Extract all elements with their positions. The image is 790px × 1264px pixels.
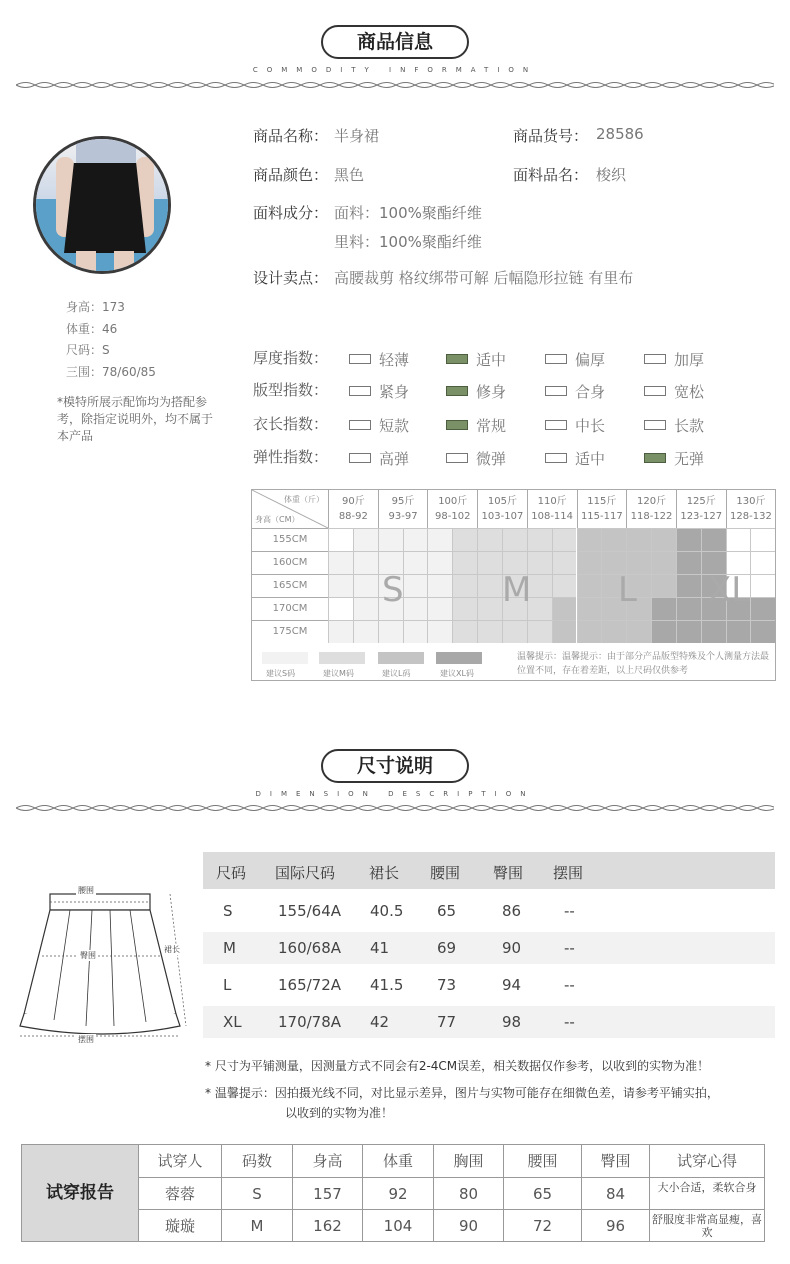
trial-cell: 157 xyxy=(292,1177,362,1209)
index-option-label: 偏厚 xyxy=(575,351,606,369)
index-option-label: 微弹 xyxy=(476,450,507,468)
size-chart-cell xyxy=(651,597,676,620)
weight-range: 118-122 xyxy=(630,511,673,522)
size-chart-column-header xyxy=(378,490,428,528)
trial-report-title: 试穿报告 xyxy=(22,1145,138,1241)
index-option xyxy=(545,448,606,468)
dim-header: 摆围 xyxy=(553,864,584,882)
size-chart-cell xyxy=(328,574,353,597)
dim-header: 裙长 xyxy=(369,864,400,882)
trial-cell: 92 xyxy=(362,1177,433,1209)
trial-cell: S xyxy=(221,1177,292,1209)
size-chart-cell xyxy=(577,551,602,574)
size-chart-cell xyxy=(452,620,477,643)
weight-range: 88-92 xyxy=(338,511,368,522)
size-chart-cell xyxy=(626,528,651,551)
model-measure: 三围：78/60/85 xyxy=(66,365,156,379)
size-chart-cell xyxy=(353,528,378,551)
size-chart-cell xyxy=(403,574,428,597)
trial-cell: M xyxy=(221,1209,292,1241)
trial-header-cell: 胸围 xyxy=(433,1145,503,1177)
unchecked-box xyxy=(644,354,666,364)
skirt-diagram xyxy=(14,880,194,1050)
size-chart-column-header xyxy=(676,490,726,528)
size-chart-cell xyxy=(676,620,701,643)
size-chart-cell xyxy=(353,620,378,643)
dimension-cell: 155/64A xyxy=(278,902,342,920)
index-option xyxy=(644,349,705,369)
index-option xyxy=(545,349,606,369)
index-option-label: 紧身 xyxy=(379,383,410,401)
trial-cell: 璇璇 xyxy=(138,1209,221,1241)
size-chart-cell xyxy=(750,574,775,597)
size-chart-cell xyxy=(626,620,651,643)
dimension-cell: 77 xyxy=(437,1013,457,1031)
trial-cell: 96 xyxy=(581,1209,649,1241)
dimension-note-2: * 温馨提示：因拍摄光线不同，对比显示差异，图片与实物可能存在细微色差，请参考平铺实拍， xyxy=(205,1086,719,1100)
index-option xyxy=(446,448,507,468)
index-option xyxy=(446,381,507,401)
model-weight: 体重：46 xyxy=(66,322,118,336)
unchecked-box xyxy=(644,386,666,396)
dimension-cell: 41 xyxy=(370,939,390,957)
model-note: *模特所展示配饰均为搭配参考，除指定说明外，均不属于本产品 xyxy=(57,395,214,443)
index-row xyxy=(253,379,723,399)
dimension-cell: -- xyxy=(564,976,575,994)
dimension-cell: 41.5 xyxy=(370,976,404,994)
weight-value: 120斤 xyxy=(636,496,667,507)
trial-header-cell: 码数 xyxy=(221,1145,292,1177)
size-chart-cell xyxy=(601,620,626,643)
size-chart-column-header xyxy=(726,490,776,528)
size-chart-cell xyxy=(328,528,353,551)
trial-cell: 90 xyxy=(433,1209,503,1241)
size-chart-cell xyxy=(651,551,676,574)
dimension-cell: XL xyxy=(223,1013,242,1031)
trial-cell: 蓉蓉 xyxy=(138,1177,221,1209)
composition-label: 面料成分： xyxy=(253,204,329,222)
composition-lining: 里料：100%聚酯纤维 xyxy=(334,233,482,251)
size-chart-row-label: 155CM xyxy=(252,528,328,551)
index-option-label: 短款 xyxy=(379,417,410,435)
size-chart-cell xyxy=(552,620,577,643)
section-title-commodity: 商品信息 xyxy=(321,25,469,59)
size-chart-row-label: 170CM xyxy=(252,597,328,620)
weight-value: 90斤 xyxy=(341,496,365,507)
size-chart-cell xyxy=(477,574,502,597)
index-name: 厚度指数： xyxy=(253,349,329,367)
trial-cell: 65 xyxy=(503,1177,581,1209)
dimension-cell: 65 xyxy=(437,902,457,920)
size-chart-cell xyxy=(651,574,676,597)
size-chart-cell xyxy=(676,551,701,574)
model-height: 身高：173 xyxy=(66,300,125,314)
skirt-hip-label: 臀围 xyxy=(80,951,96,960)
index-option xyxy=(349,415,410,435)
dimension-cell: 42 xyxy=(370,1013,390,1031)
size-zone-label: L xyxy=(618,570,637,610)
index-option-label: 常规 xyxy=(476,417,507,435)
index-option xyxy=(446,415,507,435)
dim-header: 国际尺码 xyxy=(275,864,336,882)
index-option xyxy=(349,381,410,401)
trial-cell: 舒服度非常高显瘦，喜欢 xyxy=(649,1209,764,1241)
weight-range: 93-97 xyxy=(388,511,418,522)
size-chart-cell xyxy=(328,620,353,643)
size-chart-cell xyxy=(676,528,701,551)
section-title-dimension: 尺寸说明 xyxy=(321,749,469,783)
size-chart-tip: 温馨提示：温馨提示：由于部分产品版型特殊及个人测量方法最位置不同，存在着差距，以上尺码仅供参考 xyxy=(517,652,770,676)
height-header: 身高（CM） xyxy=(255,515,300,524)
size-zone-label: M xyxy=(502,570,532,610)
dimension-cell: 40.5 xyxy=(370,902,404,920)
index-row xyxy=(253,413,723,433)
trial-header-cell: 腰围 xyxy=(503,1145,581,1177)
size-chart-cell xyxy=(328,597,353,620)
index-option-label: 加厚 xyxy=(674,351,705,369)
index-option-label: 宽松 xyxy=(674,383,705,401)
trial-header-cell: 臀围 xyxy=(581,1145,649,1177)
design-points: 高腰裁剪 格纹绑带可解 后幅隐形拉链 有里布 xyxy=(334,269,634,287)
index-option xyxy=(644,415,705,435)
trial-report-table xyxy=(21,1144,765,1242)
size-chart-cell xyxy=(651,528,676,551)
index-option-label: 适中 xyxy=(575,450,606,468)
weight-value: 105斤 xyxy=(487,496,517,507)
index-option-label: 长款 xyxy=(674,417,705,435)
weight-range: 98-102 xyxy=(435,511,471,522)
dimension-cell: 73 xyxy=(437,976,457,994)
unchecked-box xyxy=(644,420,666,430)
unchecked-box xyxy=(349,386,371,396)
size-chart-cell xyxy=(726,528,751,551)
legend-label: 建议L码 xyxy=(382,669,411,678)
dimension-note-3: 以收到的实物为准！ xyxy=(285,1106,394,1120)
weight-header: 体重（斤） xyxy=(284,495,324,504)
design-label: 设计卖点： xyxy=(253,269,329,287)
size-chart-cell xyxy=(403,620,428,643)
size-chart-cell xyxy=(403,528,428,551)
trial-header-cell: 试穿心得 xyxy=(649,1145,764,1177)
size-chart-cell xyxy=(477,597,502,620)
size-zone-label: XL xyxy=(708,570,751,610)
size-chart-cell xyxy=(452,574,477,597)
legend-swatch xyxy=(378,652,424,664)
size-chart-column-header xyxy=(527,490,577,528)
size-chart-cell xyxy=(353,574,378,597)
size-chart-column-header xyxy=(577,490,627,528)
wave-divider xyxy=(16,80,774,90)
size-chart-cell xyxy=(552,551,577,574)
skirt-waist-label: 腰围 xyxy=(78,886,94,895)
size-chart-cell xyxy=(427,597,452,620)
dimension-cell: 69 xyxy=(437,939,457,957)
dimension-cell: 90 xyxy=(502,939,522,957)
dimension-table-header xyxy=(203,852,775,889)
size-chart-cell xyxy=(477,620,502,643)
size-chart-cell xyxy=(577,597,602,620)
size-chart-column-header xyxy=(477,490,527,528)
trial-cell: 84 xyxy=(581,1177,649,1209)
size-chart-cell xyxy=(726,620,751,643)
dimension-cell: L xyxy=(223,976,232,994)
index-option xyxy=(349,349,410,369)
weight-range: 108-114 xyxy=(531,511,574,522)
unchecked-box xyxy=(349,453,371,463)
product-name: 半身裙 xyxy=(334,127,380,145)
skirt-length-label: 裙长 xyxy=(164,945,180,954)
dimension-cell: S xyxy=(223,902,233,920)
size-chart-cell xyxy=(552,574,577,597)
trial-cell: 大小合适，柔软合身 xyxy=(649,1177,764,1209)
weight-value: 115斤 xyxy=(587,496,617,507)
dimension-table-row xyxy=(203,895,775,927)
size-chart-cell xyxy=(353,597,378,620)
model-size: 尺码：S xyxy=(66,343,110,357)
section-subtitle-commodity: COMMODITY INFORMATION xyxy=(252,66,538,74)
size-chart-cell xyxy=(750,528,775,551)
index-option xyxy=(644,381,705,401)
index-option xyxy=(644,448,705,468)
size-chart xyxy=(251,489,776,681)
index-option-label: 中长 xyxy=(575,417,606,435)
dimension-cell: 98 xyxy=(502,1013,522,1031)
size-chart-cell xyxy=(452,528,477,551)
trial-cell: 72 xyxy=(503,1209,581,1241)
trial-cell: 80 xyxy=(433,1177,503,1209)
size-chart-cell xyxy=(577,574,602,597)
index-row xyxy=(253,446,723,466)
size-chart-cell xyxy=(502,528,527,551)
product-code: 28586 xyxy=(596,125,644,143)
size-chart-cell xyxy=(378,620,403,643)
fabric-name: 梭织 xyxy=(596,166,627,184)
dimension-cell: M xyxy=(223,939,236,957)
size-chart-cell xyxy=(403,551,428,574)
product-code-label: 商品货号： xyxy=(513,127,589,145)
index-option-label: 合身 xyxy=(575,383,606,401)
size-chart-cell xyxy=(527,620,552,643)
size-chart-cell xyxy=(601,528,626,551)
size-chart-cell xyxy=(701,620,726,643)
size-chart-cell xyxy=(427,551,452,574)
index-name: 衣长指数： xyxy=(253,415,329,433)
unchecked-box xyxy=(349,354,371,364)
weight-range: 123-127 xyxy=(680,511,723,522)
size-chart-cell xyxy=(577,620,602,643)
size-chart-row-label: 165CM xyxy=(252,574,328,597)
size-chart-cell xyxy=(403,597,428,620)
size-chart-row-label: 175CM xyxy=(252,620,328,643)
dimension-cell: 170/78A xyxy=(278,1013,342,1031)
size-chart-cell xyxy=(701,528,726,551)
size-chart-cell xyxy=(452,551,477,574)
size-chart-column-header xyxy=(427,490,477,528)
checked-box xyxy=(446,386,468,396)
weight-value: 100斤 xyxy=(438,496,468,507)
unchecked-box xyxy=(545,453,567,463)
size-chart-cell xyxy=(527,528,552,551)
trial-header-cell: 体重 xyxy=(362,1145,433,1177)
unchecked-box xyxy=(349,420,371,430)
dimension-cell: 86 xyxy=(502,902,522,920)
size-chart-cell xyxy=(427,528,452,551)
dimension-table-row xyxy=(203,1006,775,1038)
size-chart-row-label: 160CM xyxy=(252,551,328,574)
unchecked-box xyxy=(446,453,468,463)
size-chart-cell xyxy=(477,551,502,574)
index-option-label: 高弹 xyxy=(379,450,410,468)
trial-cell: 162 xyxy=(292,1209,362,1241)
dim-header: 尺码 xyxy=(216,864,247,882)
dim-header: 臀围 xyxy=(493,864,524,882)
fabric-name-label: 面料品名： xyxy=(513,166,589,184)
index-option-label: 修身 xyxy=(476,383,507,401)
weight-value: 125斤 xyxy=(686,496,716,507)
size-chart-column-header xyxy=(328,490,378,528)
weight-value: 110斤 xyxy=(537,496,567,507)
legend-label: 建议XL码 xyxy=(440,669,474,678)
index-option-label: 适中 xyxy=(476,351,507,369)
checked-box xyxy=(446,420,468,430)
weight-range: 103-107 xyxy=(481,511,524,522)
trial-header-cell: 试穿人 xyxy=(138,1145,221,1177)
size-chart-cell xyxy=(750,551,775,574)
size-chart-column-header xyxy=(626,490,676,528)
legend-swatch xyxy=(436,652,482,664)
size-zone-label: S xyxy=(382,570,404,610)
checked-box xyxy=(446,354,468,364)
size-chart-cell xyxy=(328,551,353,574)
product-color: 黑色 xyxy=(334,166,365,184)
dimension-cell: -- xyxy=(564,902,575,920)
index-name: 版型指数： xyxy=(253,381,329,399)
dim-header: 腰围 xyxy=(430,864,461,882)
section-subtitle-dimension: DIMENSION DESCRIPTION xyxy=(255,790,535,798)
skirt-hem-label: 摆围 xyxy=(78,1035,94,1044)
checked-box xyxy=(644,453,666,463)
dimension-cell: -- xyxy=(564,939,575,957)
size-chart-cell xyxy=(577,528,602,551)
index-option xyxy=(446,349,507,369)
composition-outer: 面料：100%聚酯纤维 xyxy=(334,204,482,222)
dimension-cell: 160/68A xyxy=(278,939,342,957)
weight-value: 95斤 xyxy=(391,496,415,507)
index-option xyxy=(545,381,606,401)
dimension-note-1: * 尺寸为平铺测量，因测量方式不同会有2-4CM误差，相关数据仅作参考，以收到的实物为准！ xyxy=(205,1059,710,1073)
trial-cell: 104 xyxy=(362,1209,433,1241)
size-chart-cell xyxy=(477,528,502,551)
size-chart-cell xyxy=(502,620,527,643)
dimension-cell: 94 xyxy=(502,976,522,994)
unchecked-box xyxy=(545,386,567,396)
legend-label: 建议S码 xyxy=(266,669,296,678)
legend-label: 建议M码 xyxy=(323,669,354,678)
legend-swatch xyxy=(319,652,365,664)
index-row xyxy=(253,347,723,367)
size-chart-cell xyxy=(378,528,403,551)
size-chart-cell xyxy=(750,597,775,620)
size-chart-cell xyxy=(427,574,452,597)
trial-header-cell: 身高 xyxy=(292,1145,362,1177)
index-option-label: 轻薄 xyxy=(379,351,410,369)
size-chart-cell xyxy=(427,620,452,643)
weight-range: 128-132 xyxy=(730,511,772,522)
model-photo xyxy=(33,136,171,274)
index-option xyxy=(349,448,410,468)
wave-divider xyxy=(16,803,774,813)
size-chart-cell xyxy=(552,528,577,551)
unchecked-box xyxy=(545,420,567,430)
index-name: 弹性指数： xyxy=(253,448,329,466)
weight-range: 115-117 xyxy=(580,511,623,522)
size-chart-cell xyxy=(676,574,701,597)
index-option xyxy=(545,415,606,435)
weight-value: 130斤 xyxy=(736,496,766,507)
product-name-label: 商品名称： xyxy=(253,127,329,145)
size-chart-cell xyxy=(452,597,477,620)
size-chart-cell xyxy=(750,620,775,643)
dimension-cell: 165/72A xyxy=(278,976,342,994)
unchecked-box xyxy=(545,354,567,364)
dimension-cell: -- xyxy=(564,1013,575,1031)
dimension-table-row xyxy=(203,932,775,964)
legend-swatch xyxy=(262,652,308,664)
size-chart-cell xyxy=(552,597,577,620)
size-chart-cell xyxy=(676,597,701,620)
size-chart-cell xyxy=(353,551,378,574)
size-chart-cell xyxy=(651,620,676,643)
product-color-label: 商品颜色： xyxy=(253,166,329,184)
index-option-label: 无弹 xyxy=(674,450,705,468)
dimension-table-row xyxy=(203,969,775,1001)
